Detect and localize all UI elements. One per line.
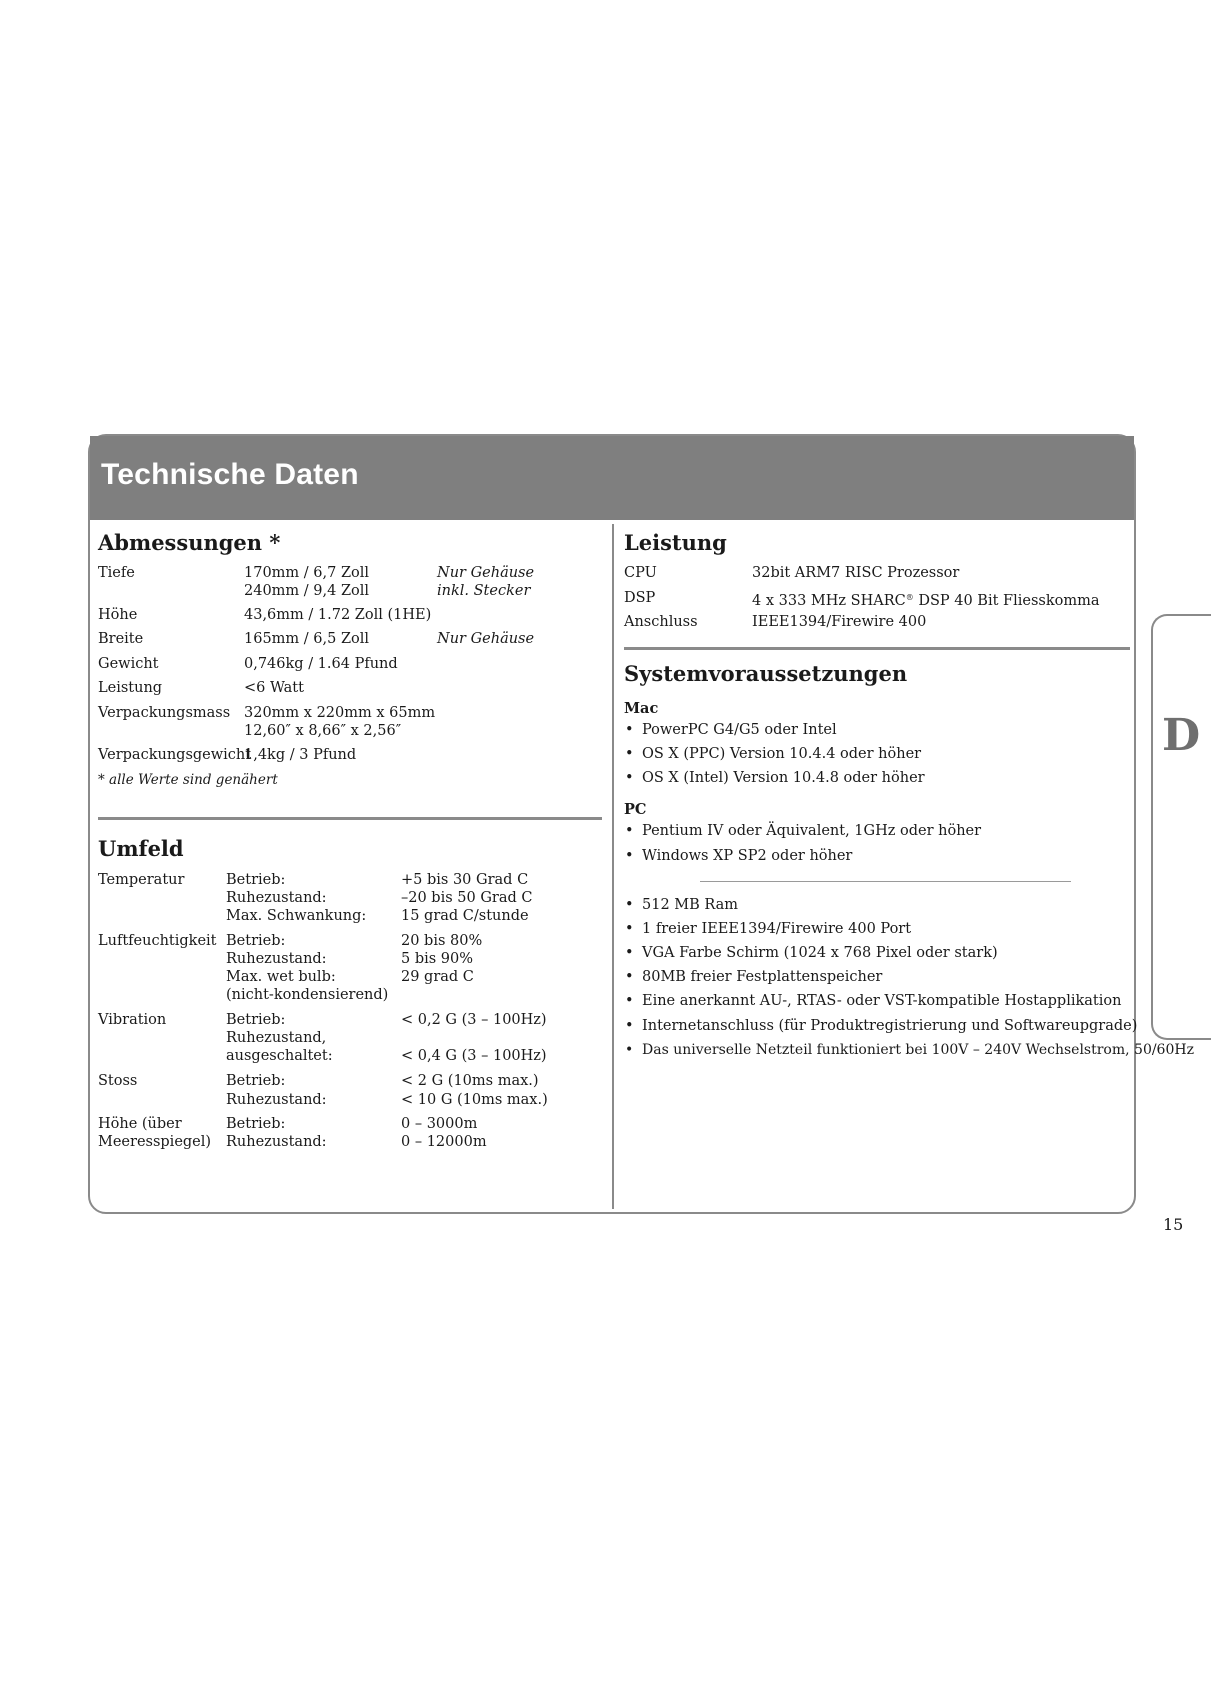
table-cell-label: Leistung (98, 680, 163, 696)
table-cell-label: Anschluss (624, 614, 698, 630)
table-cell-label: DSP (624, 590, 656, 606)
list-item: • OS X (PPC) Version 10.4.4 oder höher (625, 746, 922, 762)
table-cell-label: Verpackungsmass (98, 705, 231, 721)
table-cell-value: 1,4kg / 3 Pfund (244, 747, 357, 763)
table-cell-label: Höhe (98, 607, 138, 623)
leistung-title: Leistung (624, 530, 727, 555)
list-item: • OS X (Intel) Version 10.4.8 oder höher (625, 770, 925, 786)
table-cell-value: 20 bis 80% (401, 933, 483, 949)
table-cell-condition: Ruhezustand: (226, 890, 327, 906)
table-cell-value: IEEE1394/Firewire 400 (752, 614, 927, 630)
table-cell-condition: Betrieb: (226, 1012, 286, 1028)
table-cell-condition: Ruhezustand: (226, 951, 327, 967)
table-cell-condition: Betrieb: (226, 872, 286, 888)
abmessungen-title: Abmessungen * (98, 530, 281, 555)
list-item: • 512 MB Ram (625, 897, 739, 913)
table-cell-label: Breite (98, 631, 144, 647)
table-cell-value: 165mm / 6,5 Zoll (244, 631, 370, 647)
table-cell-value: 29 grad C (401, 969, 474, 985)
table-cell-condition: Max. Schwankung: (226, 908, 367, 924)
table-cell-value: < 10 G (10ms max.) (401, 1092, 548, 1108)
table-cell-value: 15 grad C/stunde (401, 908, 529, 924)
list-item: • Pentium IV oder Äquivalent, 1GHz oder höher (625, 823, 982, 839)
table-cell-note: Nur Gehäuse (437, 565, 535, 581)
table-cell-value: 320mm x 220mm x 65mm (244, 705, 436, 721)
list-item: • 80MB freier Festplattenspeicher (625, 969, 883, 985)
panel-header (90, 436, 1134, 520)
table-cell-value: 4 x 333 MHz SHARC® DSP 40 Bit Fliesskomma (752, 593, 1100, 609)
table-cell-note: inkl. Stecker (437, 583, 531, 599)
page-title: Technische Daten (101, 458, 359, 491)
umfeld-title: Umfeld (98, 836, 184, 861)
table-cell-value: 170mm / 6,7 Zoll (244, 565, 370, 581)
mac-label: Mac (624, 700, 659, 717)
table-cell-value: 240mm / 9,4 Zoll (244, 583, 370, 599)
table-cell-value: < 0,2 G (3 – 100Hz) (401, 1012, 547, 1028)
table-cell-label: Vibration (98, 1012, 167, 1028)
table-cell-note: Nur Gehäuse (437, 631, 535, 647)
table-cell-condition: ausgeschaltet: (226, 1048, 333, 1064)
column-divider (612, 524, 614, 1209)
table-cell-label: Höhe (über (98, 1116, 182, 1132)
list-item: • 1 freier IEEE1394/Firewire 400 Port (625, 921, 912, 937)
table-cell-value: +5 bis 30 Grad C (401, 872, 529, 888)
table-cell-value: < 0,4 G (3 – 100Hz) (401, 1048, 547, 1064)
pc-label: PC (624, 801, 647, 818)
table-cell-value: <6 Watt (244, 680, 304, 696)
table-cell-condition: (nicht-kondensierend) (226, 987, 389, 1003)
table-cell-condition: Betrieb: (226, 1073, 286, 1089)
section-tab-letter: D (1162, 710, 1201, 761)
table-cell-value: –20 bis 50 Grad C (401, 890, 533, 906)
page-number: 15 (1163, 1215, 1184, 1234)
footnote: * alle Werte sind genähert (98, 772, 278, 788)
table-cell-condition: Betrieb: (226, 933, 286, 949)
table-cell-label: CPU (624, 565, 657, 581)
list-item: • Eine anerkannt AU-, RTAS- oder VST-kompatible Hostapplikation (625, 993, 1122, 1009)
table-cell-value: 0,746kg / 1.64 Pfund (244, 656, 398, 672)
table-cell-value: 0 – 12000m (401, 1134, 487, 1150)
table-cell-condition: Max. wet bulb: (226, 969, 336, 985)
table-cell-condition: Ruhezustand, (226, 1030, 327, 1046)
table-cell-value: 5 bis 90% (401, 951, 474, 967)
table-cell-label: Stoss (98, 1073, 138, 1089)
table-cell-condition: Betrieb: (226, 1116, 286, 1132)
list-item: • Windows XP SP2 oder höher (625, 848, 853, 864)
table-cell-value: < 2 G (10ms max.) (401, 1073, 539, 1089)
list-item: • VGA Farbe Schirm (1024 x 768 Pixel oder stark) (625, 945, 998, 961)
table-cell-label: Verpackungsgewicht (98, 747, 252, 763)
section-divider (98, 817, 602, 820)
table-cell-condition: Ruhezustand: (226, 1134, 327, 1150)
table-cell-value: 12,60″ x 8,66″ x 2,56″ (244, 723, 402, 739)
table-cell-value: 43,6mm / 1.72 Zoll (1HE) (244, 607, 432, 623)
section-divider (624, 647, 1130, 650)
table-cell-label: Luftfeuchtigkeit (98, 933, 217, 949)
list-item: • Das universelle Netzteil funktioniert bei 100V – 240V Wechselstrom, 50/60Hz (625, 1042, 1194, 1058)
list-divider (700, 881, 1071, 882)
list-item: • Internetanschluss (für Produktregistrierung und Softwareupgrade) (625, 1018, 1138, 1034)
table-cell-label: Meeresspiegel) (98, 1134, 212, 1150)
table-cell-value: 0 – 3000m (401, 1116, 478, 1132)
section-tab (1151, 614, 1211, 1040)
table-cell-label: Gewicht (98, 656, 159, 672)
table-cell-condition: Ruhezustand: (226, 1092, 327, 1108)
system-title: Systemvoraussetzungen (624, 661, 908, 686)
table-cell-label: Temperatur (98, 872, 185, 888)
table-cell-value: 32bit ARM7 RISC Prozessor (752, 565, 960, 581)
list-item: • PowerPC G4/G5 oder Intel (625, 722, 837, 738)
table-cell-label: Tiefe (98, 565, 135, 581)
